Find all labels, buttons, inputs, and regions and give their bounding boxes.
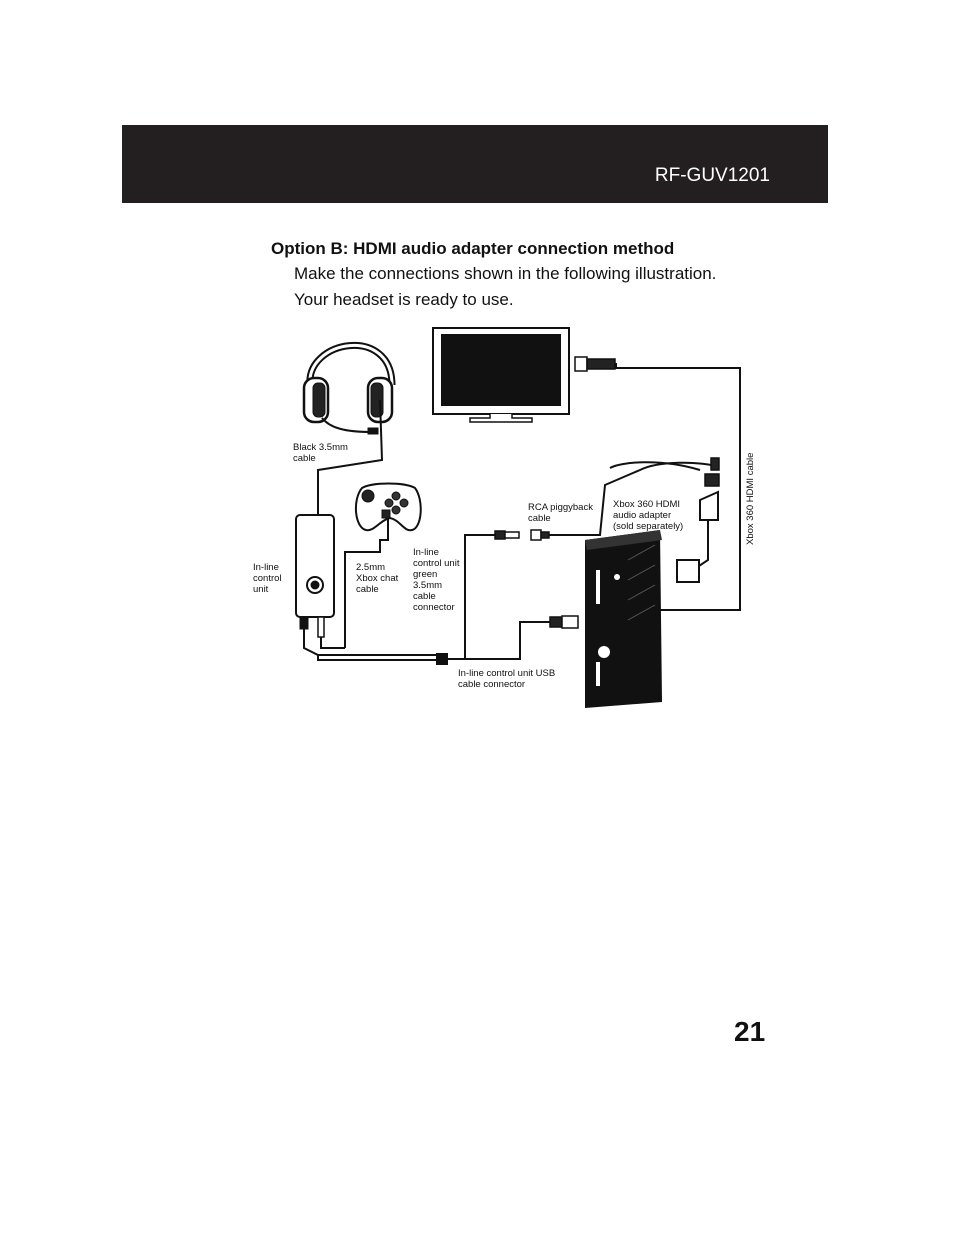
- xbox-console-illustration: [585, 530, 662, 708]
- label-hdmi-cable: Xbox 360 HDMI cable: [745, 452, 756, 545]
- svg-text:control unit: control unit: [413, 558, 460, 569]
- svg-text:cable: cable: [293, 453, 316, 464]
- svg-text:cable: cable: [413, 591, 436, 602]
- label-rca-cable: [528, 502, 593, 524]
- label-chat-cable: [356, 562, 399, 595]
- model-number: RF-GUV1201: [654, 165, 770, 186]
- svg-text:2.5mm: 2.5mm: [356, 562, 386, 573]
- svg-text:In-line: In-line: [253, 562, 279, 573]
- svg-text:Xbox 360 HDMI: Xbox 360 HDMI: [613, 499, 681, 510]
- label-green-connector: [413, 547, 460, 613]
- svg-text:In-line control unit USB: In-line control unit USB: [458, 668, 556, 679]
- svg-text:green: green: [413, 569, 438, 580]
- section-title: Option B: HDMI audio adapter connection method: [271, 239, 675, 258]
- svg-text:Black 3.5mm: Black 3.5mm: [293, 442, 348, 453]
- svg-text:control: control: [253, 573, 282, 584]
- svg-text:cable connector: cable connector: [458, 679, 526, 690]
- page-number: 21: [734, 1016, 766, 1047]
- headset-illustration: [304, 345, 392, 478]
- svg-text:3.5mm: 3.5mm: [413, 580, 443, 591]
- svg-text:cable: cable: [528, 513, 551, 524]
- instruction-line-2: Your headset is ready to use.: [294, 290, 514, 309]
- svg-text:RCA piggyback: RCA piggyback: [528, 502, 593, 513]
- label-inline-control-unit: [253, 562, 282, 595]
- label-hdmi-adapter: [613, 499, 683, 532]
- tv-illustration: [433, 328, 569, 422]
- label-usb-connector: [458, 668, 555, 690]
- svg-text:connector: connector: [413, 602, 455, 613]
- svg-text:audio adapter: audio adapter: [613, 510, 672, 521]
- svg-text:cable: cable: [356, 584, 379, 595]
- svg-text:(sold separately): (sold separately): [613, 521, 684, 532]
- svg-text:unit: unit: [253, 584, 269, 595]
- label-black-cable: [293, 442, 348, 464]
- svg-text:Xbox chat: Xbox chat: [356, 573, 399, 584]
- svg-text:In-line: In-line: [413, 547, 439, 558]
- instruction-line-1: Make the connections shown in the following illustration.: [294, 264, 717, 283]
